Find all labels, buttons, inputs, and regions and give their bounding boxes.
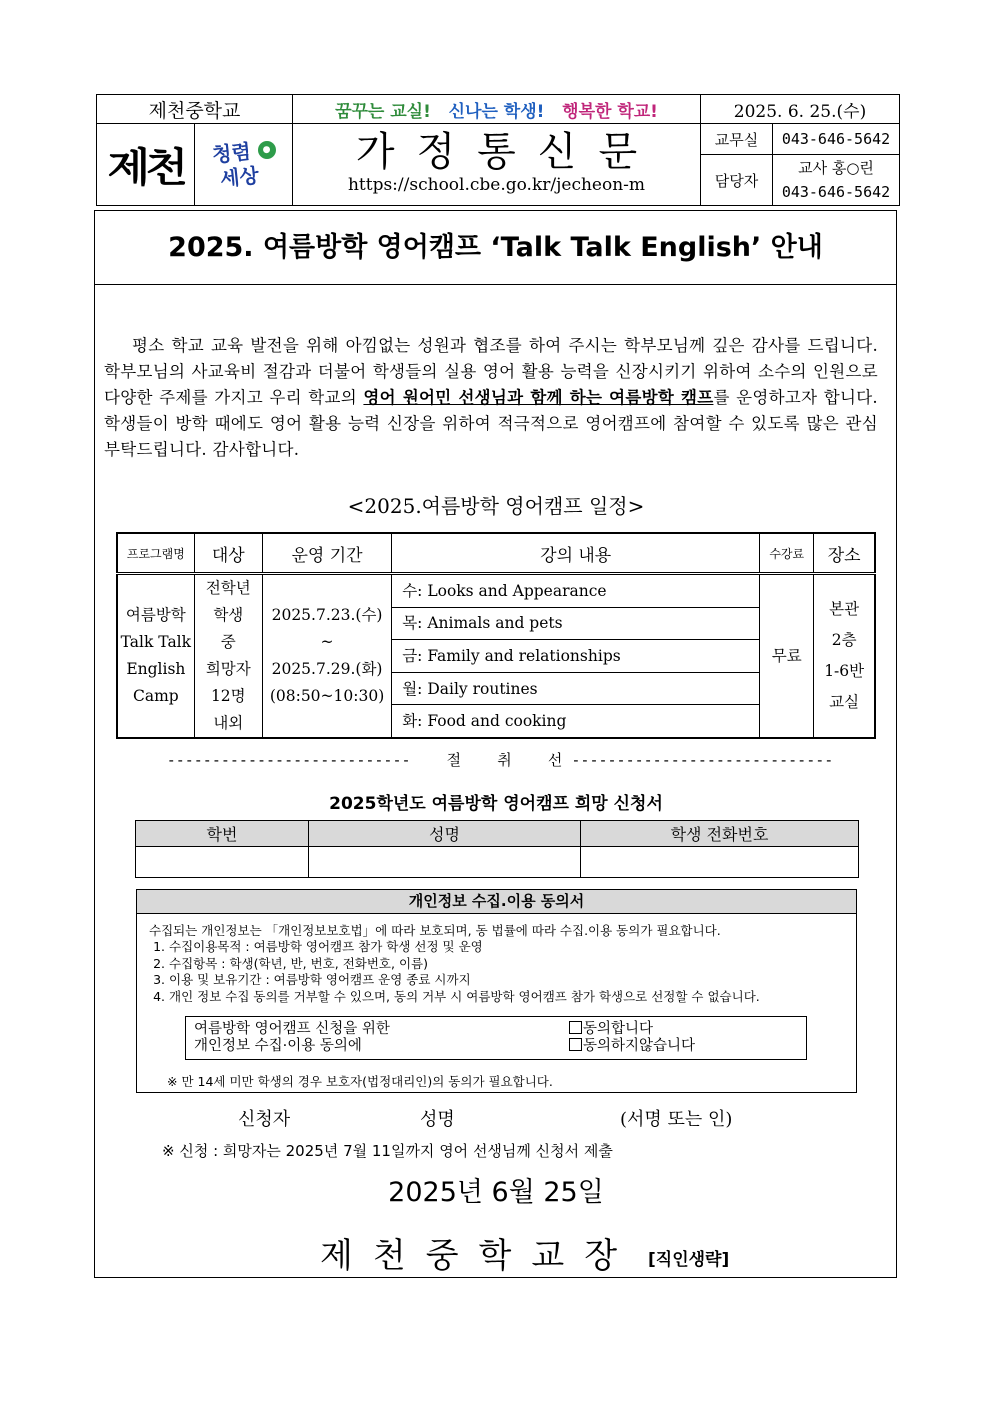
lecture-content: 수: Looks and Appearance (392, 574, 760, 608)
notice-title: 2025. 여름방학 영어캠프 ‘Talk Talk English’ 안내 (95, 211, 896, 285)
school-logo (97, 124, 195, 206)
applicant-label: 신청자 (238, 1109, 291, 1130)
office-label: 교무실 (701, 124, 773, 155)
header-table (96, 94, 900, 206)
consent-choice-box: 여름방학 영어캠프 신청을 위한 개인정보 수집·이용 동의에 동의합니다 동의하지않습니다 (185, 1016, 807, 1060)
principal-name: 제천중학교장 (320, 1236, 638, 1276)
disagree-option[interactable]: 동의하지않습니다 (569, 1038, 695, 1055)
seal-omitted: [직인생략] (648, 1250, 730, 1270)
col-student-number: 학번 (136, 821, 309, 847)
school-name: 제천중학교 (97, 95, 293, 124)
school-logo-mark: 제천 (107, 144, 184, 191)
list-item: 1. 수집이용목적 : 여름방학 영어캠프 참가 학생 선정 및 운영 (169, 939, 760, 956)
list-item: 2. 수집항목 : 학생(학년, 반, 번호, 전화번호, 이름) (169, 956, 760, 973)
integrity-logo-badge-icon: ● (258, 141, 276, 159)
lecture-content: 금: Family and relationships (392, 640, 760, 673)
schedule-table (116, 532, 876, 739)
col-student-name: 성명 (309, 821, 581, 847)
place: 본관 2층 1-6반 교실 (814, 574, 875, 739)
lecture-content: 화: Food and cooking (392, 705, 760, 738)
col-program: 프로그램명 (117, 533, 194, 574)
newsletter-title: 가정통신문 (355, 128, 660, 175)
col-target: 대상 (194, 533, 262, 574)
integrity-logo: 청렴 세상 ● (195, 124, 293, 206)
operation-period: 2025.7.23.(수) ~ 2025.7.29.(화) (08:50~10:30) (262, 574, 391, 739)
consent-intro: 수집되는 개인정보는 「개인정보보호법」에 따라 보호되며, 동 법률에 따라 수집.이용 동의가 필요합니다. (149, 923, 721, 938)
disagree-checkbox[interactable] (569, 1038, 582, 1051)
application-title: 2025학년도 여름방학 영어캠프 희망 신청서 (329, 794, 663, 814)
lecture-content: 목: Animals and pets (392, 607, 760, 640)
signature-label[interactable]: (서명 또는 인) (620, 1109, 733, 1130)
contact-name: 교사 홍○린 (798, 159, 874, 177)
cut-line: --------------------------- 절 취 선 ----------------------------- (166, 751, 834, 769)
office-phone: 043-646-5642 (773, 124, 900, 155)
col-period: 운영 기간 (262, 533, 391, 574)
schedule-title: <2025.여름방학 영어캠프 일정> (347, 494, 645, 518)
consent-items (147, 939, 760, 1005)
student-phone-field[interactable] (581, 847, 859, 878)
intro-paragraph: 평소 학교 교육 발전을 위해 아낌없는 성원과 협조를 하여 주시는 학부모님께 깊은 감사를 드립니다. 학부모님의 사교육비 절감과 더불어 학생들의 실용 영어 활용 능력을 신장시키기 위하여 소수의 인원으로 다양한 주제를 가지고 우리 학교의 영어 원어민 선생님과 함께 하는 여름방학 캠프를 운영하고자 합니다. 학생들이 방학 때에도 영어 활용 능력 신장을 위하여 적극적으로 영어캠프에 참여할 수 있도록 많은 관심 부탁드립니다. 감사합니다. (104, 336, 878, 459)
col-contents: 강의 내용 (392, 533, 760, 574)
list-item: 3. 이용 및 보유기간 : 여름방학 영어캠프 운영 종료 시까지 (169, 972, 760, 989)
lecture-content: 월: Daily routines (392, 672, 760, 705)
issue-date-header: 2025. 6. 25.(수) (701, 95, 900, 124)
contact-label: 담당자 (701, 155, 773, 206)
applicant-name-label: 성명 (420, 1109, 455, 1130)
target-students: 전학년 학생 중 희망자 12명 내외 (194, 574, 262, 739)
contact-phone: 043-646-5642 (781, 183, 891, 201)
student-name-field[interactable] (309, 847, 581, 878)
school-url[interactable]: https://school.cbe.go.kr/jecheon-m (347, 174, 646, 195)
issue-date: 2025년 6월 25일 (388, 1177, 604, 1208)
contact-cell (773, 155, 900, 206)
deadline-note: ※ 신청 : 희망자는 2025년 7월 11일까지 영어 선생님께 신청서 제출 (162, 1142, 613, 1160)
agree-checkbox[interactable] (569, 1021, 582, 1034)
list-item: 4. 개인 정보 수집 동의를 거부할 수 있으며, 동의 거부 시 여름방학 영어캠프 참가 학생으로 선정할 수 없습니다. (169, 989, 760, 1006)
consent-form (136, 889, 857, 1093)
student-number-field[interactable] (136, 847, 309, 878)
application-table (135, 820, 859, 878)
program-name: 여름방학 Talk Talk English Camp (117, 574, 194, 739)
newsletter-title-cell (293, 124, 701, 206)
col-student-phone: 학생 전화번호 (581, 821, 859, 847)
guardian-note: ※ 만 14세 미만 학생의 경우 보호자(법정대리인)의 동의가 필요합니다. (167, 1074, 553, 1089)
school-slogan: 꿈꾸는 교실! 신나는 학생! 행복한 학교! (293, 95, 701, 124)
col-fee: 수강료 (760, 533, 814, 574)
fee: 무료 (760, 574, 814, 739)
agree-option[interactable]: 동의합니다 (569, 1021, 695, 1038)
col-place: 장소 (814, 533, 875, 574)
intro-highlight: 영어 원어민 선생님과 함께 하는 여름방학 캠프 (363, 388, 714, 407)
consent-title: 개인정보 수집.이용 동의서 (137, 890, 856, 914)
